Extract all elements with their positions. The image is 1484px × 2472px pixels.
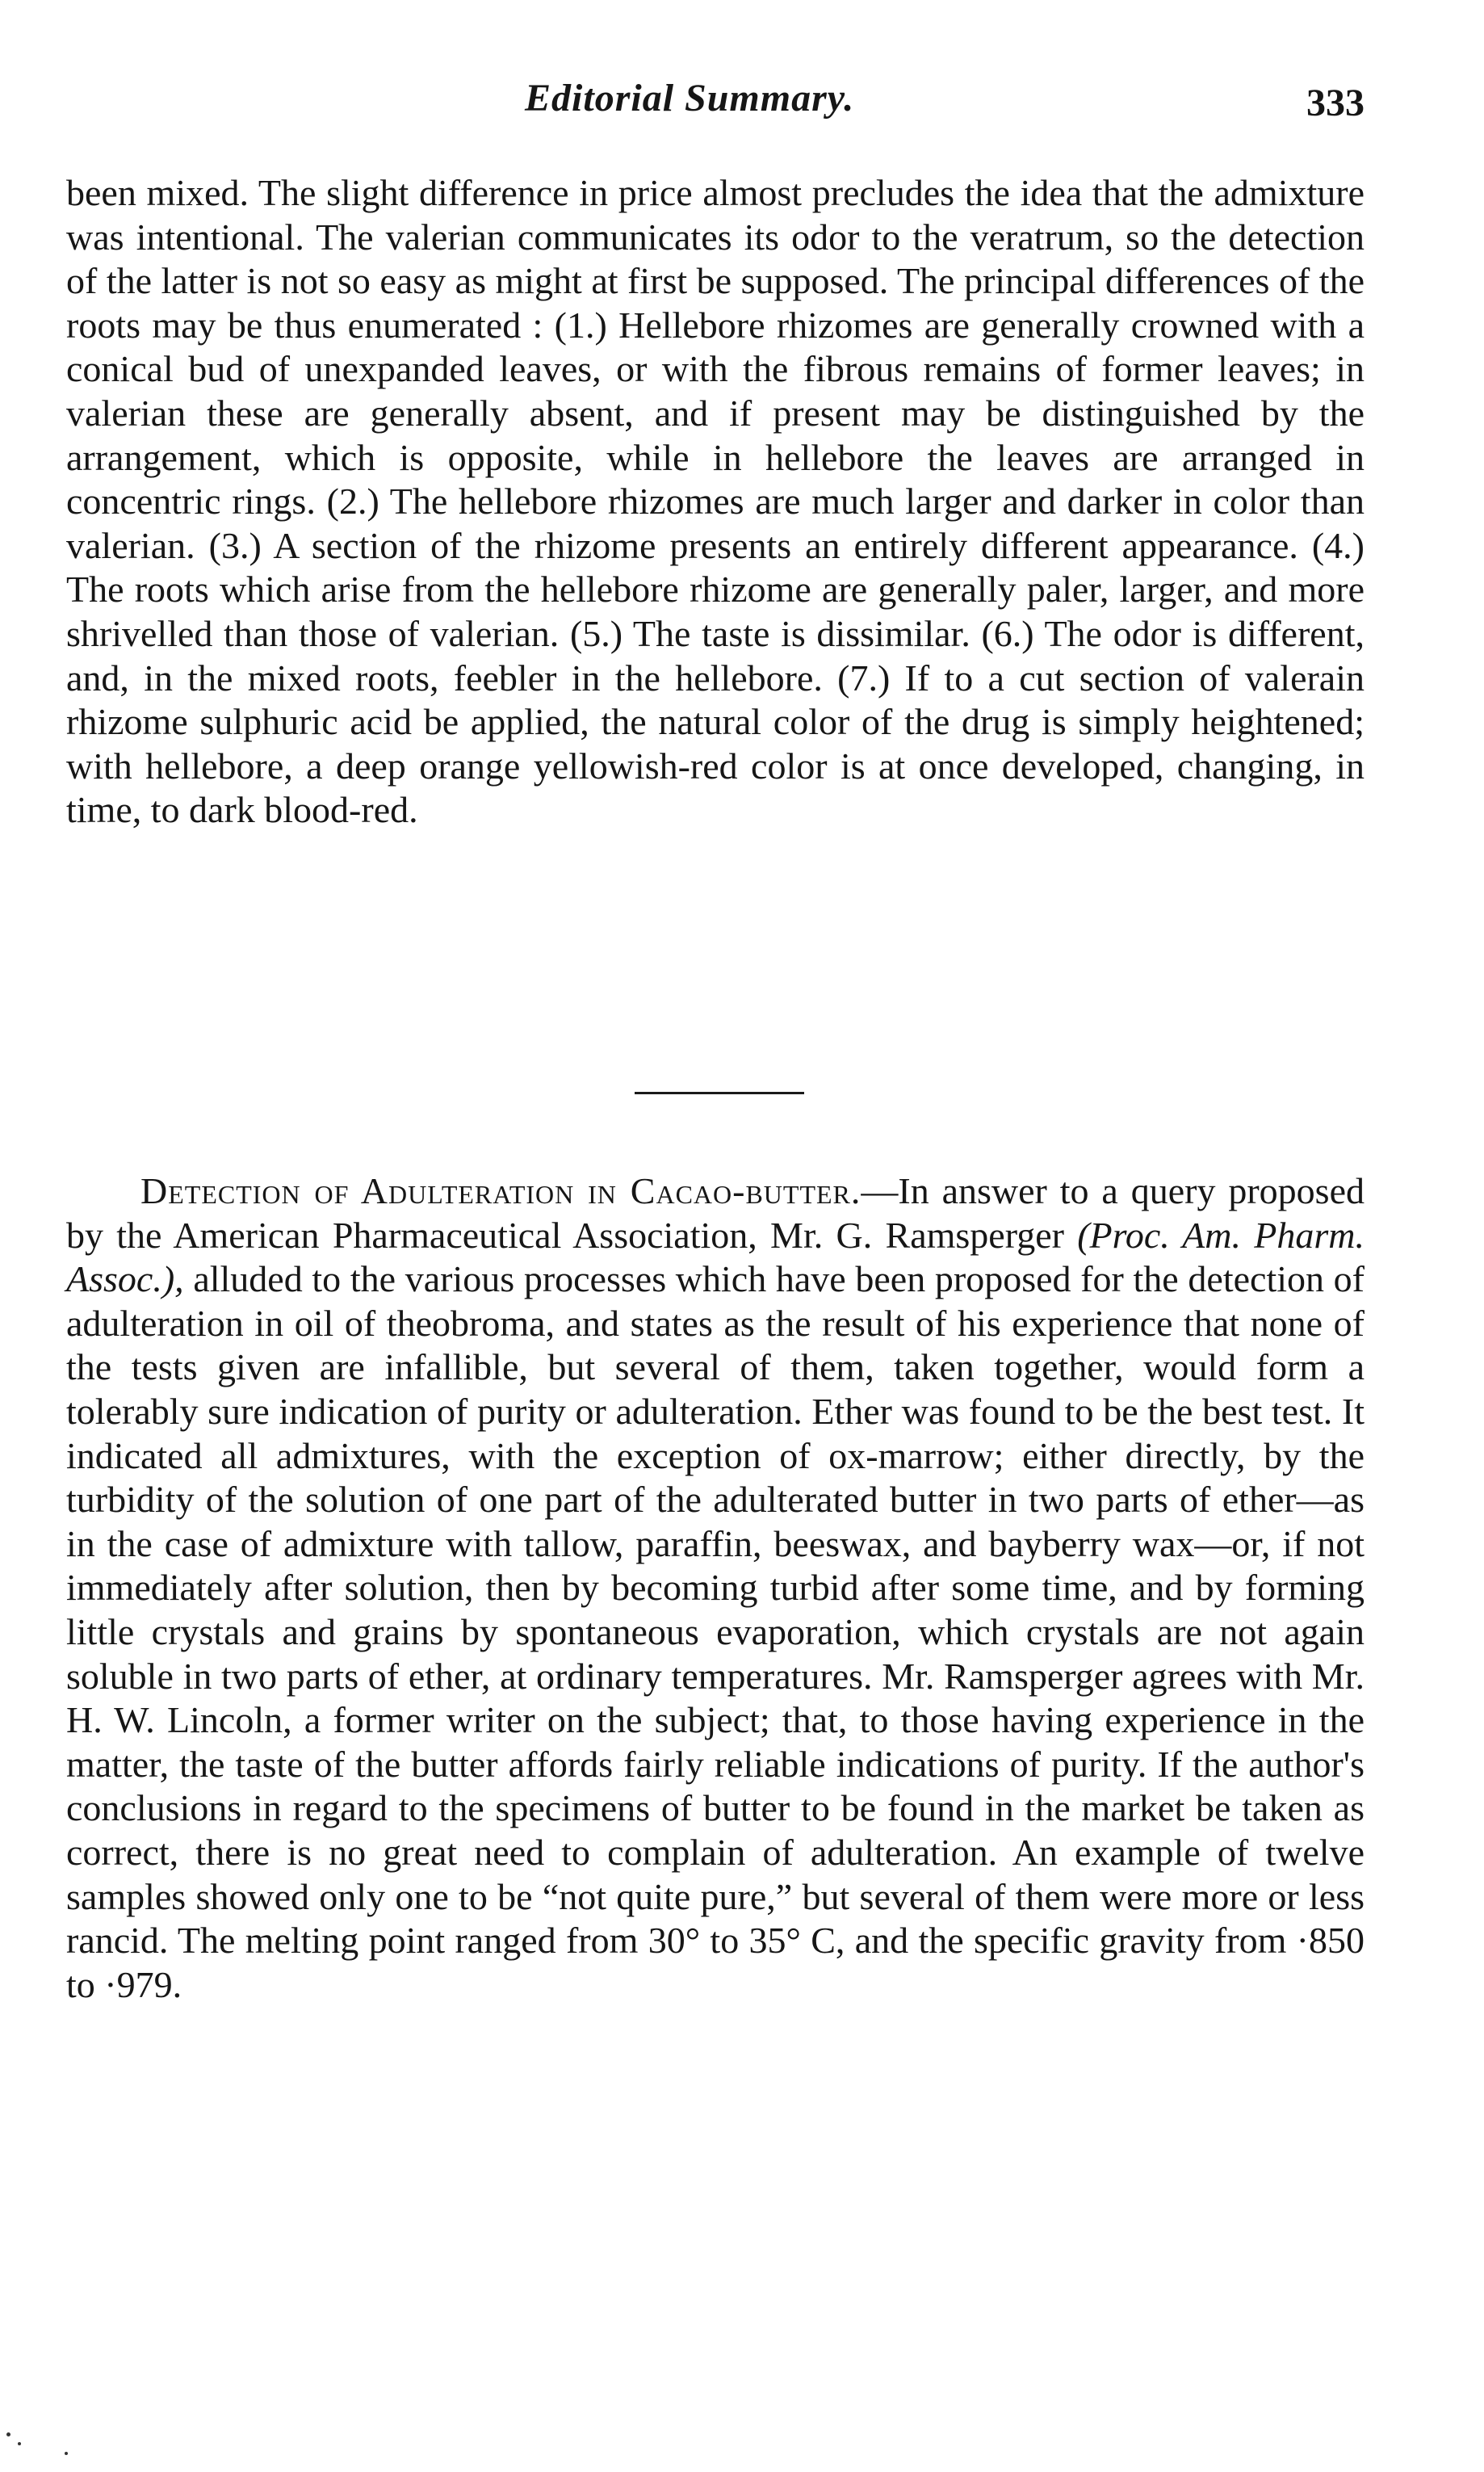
scan-speck: [18, 2442, 21, 2445]
section-heading: Detection of Adulteration in Cacao-butter.: [140, 1170, 861, 1211]
scan-speck: [65, 2452, 68, 2455]
running-head: [0, 74, 1484, 131]
paragraph-hellebore-valerian: been mixed. The slight difference in price almost precludes the idea that the admixture was intentional. The valerian communicates its odor to the veratrum, so the detection of the latter is not so easy as might at first be supposed. The principal differences of the roots may be thus enumerated : (1.) Hellebore rhizomes are generally crowned with a conical bud of unexpanded leaves, or with the fibrous remains of former leaves; in valerian these are generally absent, and if present may be distinguished by the arrangement, which is opposite, while in hellebore the leaves are arranged in concentric rings. (2.) The hellebore rhizomes are much larger and darker in color than valerian. (3.) A section of the rhizome presents an entirely different appearance. (4.) The roots which arise from the hellebore rhizome are generally paler, larger, and more shrivelled than those of valerian. (5.) The taste is dissimilar. (6.) The odor is different, and, in the mixed roots, feebler in the hellebore. (7.) If to a cut section of valerain rhizome sulphuric acid be applied, the natural color of the drug is simply heightened; with hellebore, a deep orange yellowish-red color is at once developed, changing, in time, to dark blood-red.: [66, 172, 1365, 831]
section-divider: [635, 1092, 804, 1094]
scan-speck: [6, 2432, 10, 2436]
paragraph-text-part-1: —In answer to a query proposed by the American Pharmaceutical Association, Mr. G. Ramsperger: [66, 1170, 1365, 1256]
paragraph-text-part-2: alluded to the various processes which have been proposed for the detection of adulteration in oil of theobroma, and states as the result of his experience that none of the tests given are infallible, but several of them, taken together, would form a tolerably sure indication of purity or adulteration. Ether was found to be the best test. It indicated all admixtures, with the exception of ox-marrow; either directly, by the turbidity of the solution of one part of the adulterated butter in two parts of ether—as in the case of admixture with tallow, paraffin, beeswax, and bayberry wax—or, if not immediately after solution, then by becoming turbid after some time, and by forming little crystals and grains by spontaneous evaporation, which crystals are not again soluble in two parts of ether, at ordinary temperatures. Mr. Ramsperger agrees with Mr. H. W. Lincoln, a former writer on the subject; that, to those having experience in the matter, the taste of the butter affords fairly reliable indications of purity. If the author's conclusions in regard to the specimens of butter to be found in the market be taken as correct, there is no great need to complain of adulteration. An example of twelve samples showed only one to be “not quite pure,” but several of them were more or less rancid. The melting point ranged from 30° to 35° C, and the specific gravity from ·850 to ·979.: [66, 1258, 1365, 2005]
citation: (Proc. Am. Pharm. Assoc.),: [66, 1214, 1365, 1300]
paragraph-cacao-butter: [66, 1169, 1365, 2007]
running-title: Editorial Summary.: [525, 77, 855, 120]
page-number: 333: [1306, 82, 1365, 124]
